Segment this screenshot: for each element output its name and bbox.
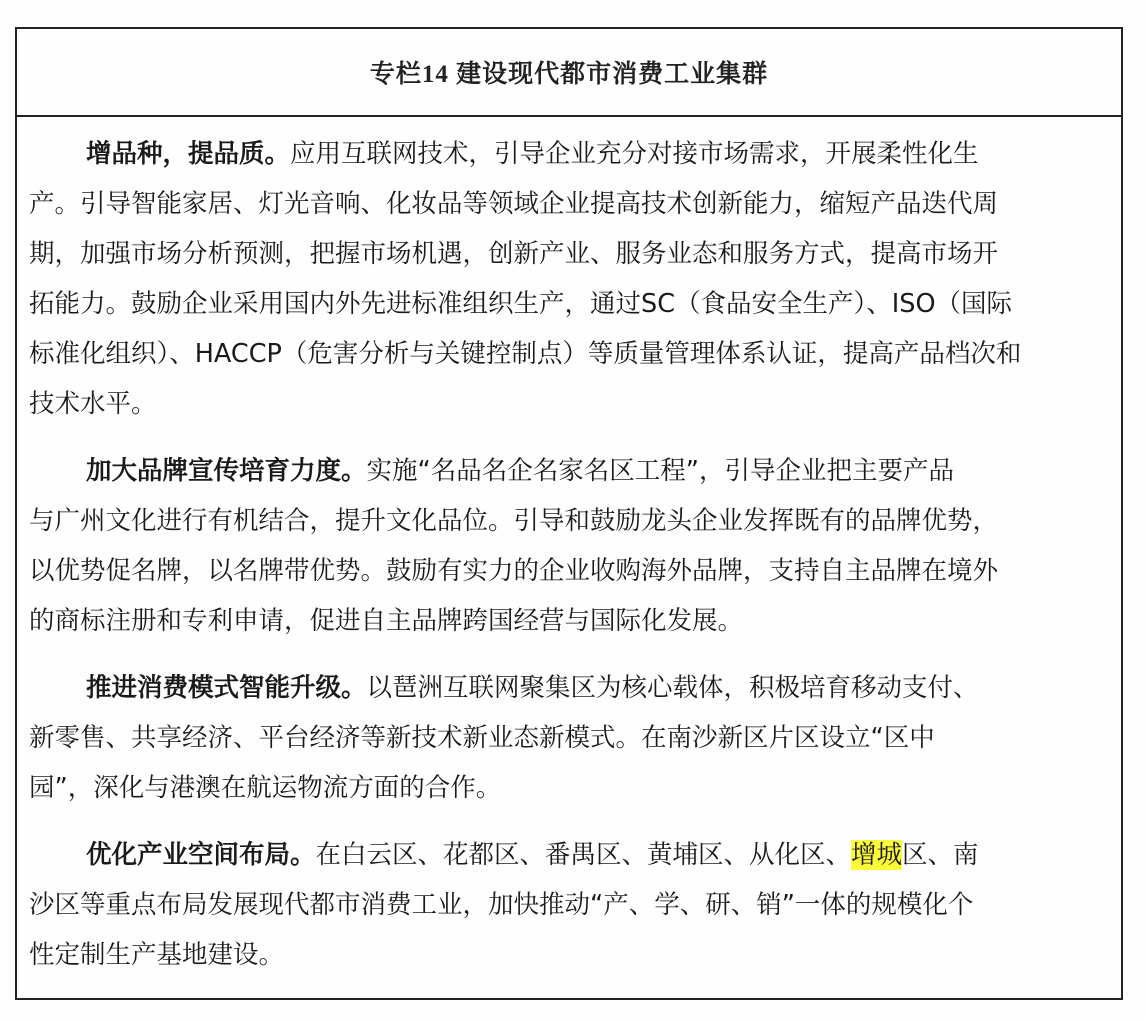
- text-line: 以优势促名牌，以名牌带优势。鼓励有实力的企业收购海外品牌，支持自主品牌在境外: [29, 556, 999, 586]
- text-line: 拓能力。鼓励企业采用国内外先进标准组织生产，通过SC（食品安全生产）、ISO（国际: [29, 289, 1013, 319]
- text-line: [29, 129, 1111, 179]
- text-line: 的商标注册和专利申请，促进自主品牌跨国经营与国际化发展。: [29, 606, 744, 636]
- text-span: 在白云区、花都区、番禺区、黄埔区、从化区、: [315, 840, 852, 870]
- text-span: 区、南: [902, 840, 979, 870]
- text-span: 以琶洲互联网聚集区为核心载体，积极培育移动支付、: [366, 673, 979, 703]
- paragraph-lead: 优化产业空间布局。: [86, 840, 316, 870]
- text-line: [29, 663, 1111, 713]
- text-line: [29, 446, 1111, 496]
- text-line: 园”，深化与港澳在航运物流方面的合作。: [29, 773, 502, 803]
- column-body: [29, 129, 1111, 997]
- text-span: 应用互联网技术，引导企业充分对接市场需求，开展柔性化生: [290, 139, 979, 169]
- paragraph-lead: 增品种，提品质。: [86, 139, 291, 169]
- column-box: [15, 27, 1123, 1000]
- paragraph-lead: 加大品牌宣传培育力度。: [86, 456, 367, 486]
- text-span: 实施“名品名企名家名区工程”，引导企业把主要产品: [366, 456, 954, 486]
- paragraph-product-quality: [29, 129, 1111, 429]
- text-line: 期，加强市场分析预测，把握市场机遇，创新产业、服务业态和服务方式，提高市场开: [29, 239, 999, 269]
- text-line: 与广州文化进行有机结合，提升文化品位。引导和鼓励龙头企业发挥既有的品牌优势，: [29, 506, 999, 536]
- text-line: 新零售、共享经济、平台经济等新技术新业态新模式。在南沙新区片区设立“区中: [29, 723, 935, 753]
- text-line: 标准化组织）、HACCP（危害分析与关键控制点）等质量管理体系认证，提高产品档次和: [29, 339, 1022, 369]
- text-line: [29, 830, 1111, 880]
- text-line: 性定制生产基地建设。: [29, 940, 285, 970]
- column-header: [17, 29, 1121, 117]
- highlighted-text: 增城: [851, 840, 903, 870]
- text-line: 产。引导智能家居、灯光音响、化妆品等领域企业提高技术创新能力，缩短产品迭代周: [29, 189, 999, 219]
- paragraph-brand-promotion: [29, 446, 1111, 646]
- paragraph-smart-consumption: [29, 663, 1111, 813]
- paragraph-spatial-layout: [29, 830, 1111, 980]
- text-line: 技术水平。: [29, 389, 157, 419]
- text-line: 沙区等重点布局发展现代都市消费工业，加快推动“产、学、研、销”一体的规模化个: [29, 890, 974, 920]
- paragraph-lead: 推进消费模式智能升级。: [86, 673, 367, 703]
- column-title: 专栏14 建设现代都市消费工业集群: [369, 61, 769, 88]
